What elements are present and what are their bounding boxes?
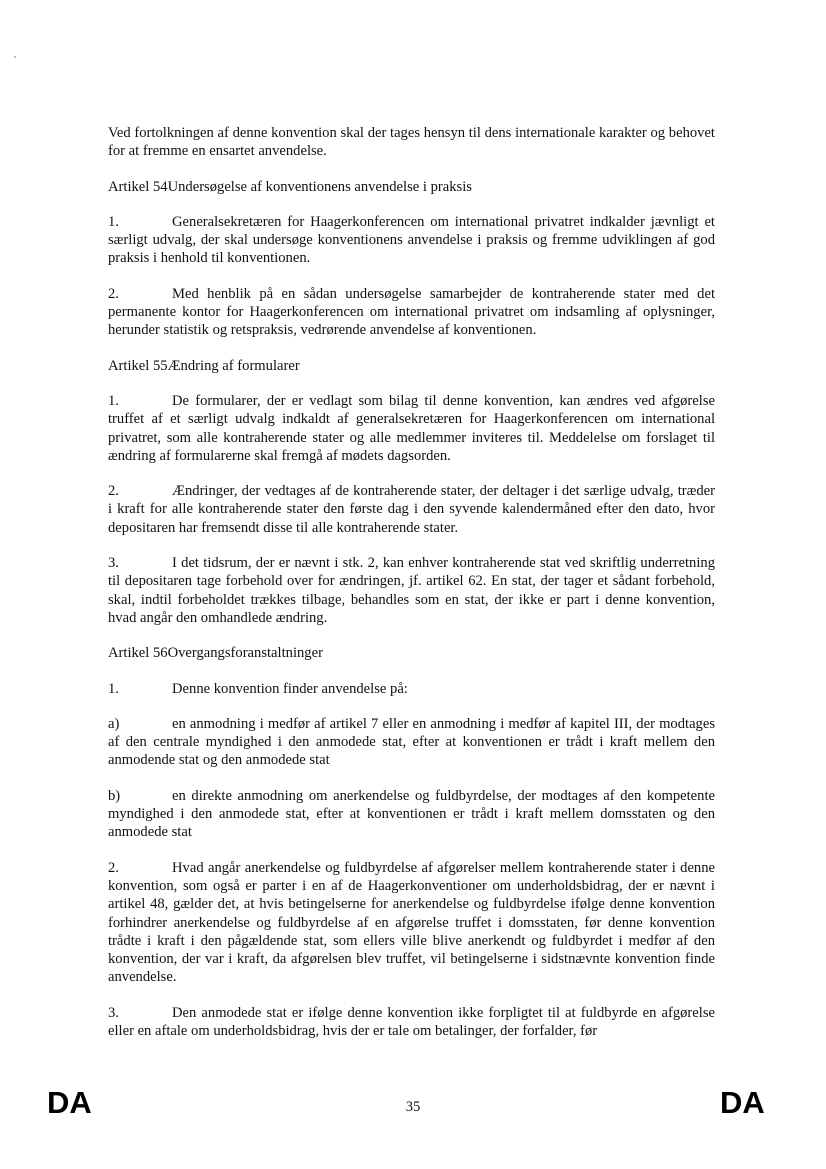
article-55-para-3 xyxy=(108,554,715,627)
paragraph-intro: Ved fortolkningen af denne konvention skal der tages hensyn til dens internationale karakter og behovet for at fremme en ensartet anvendelse. xyxy=(108,125,715,160)
paragraph-number: 2. xyxy=(108,483,119,500)
paragraph-text: De formularer, der er vedlagt som bilag til denne konvention, kan ændres ved afgørelse truffet af et særligt udvalg indkaldt af generalsekretæren for Haagerkonferencen om international privatret, som alle kontraherende stater og alle medlemmer inviteres til. Meddelelse om forslaget til ændring af formularerne skal fremgå af mødets dagsorden. xyxy=(108,392,715,464)
paragraph-number: 3. xyxy=(108,555,119,572)
article-56-item-a xyxy=(108,715,715,770)
article-55-heading: Artikel 55Ændring af formularer xyxy=(108,357,300,374)
paragraph-text: Den anmodede stat er ifølge denne konvention ikke forpligtet til at fuldbyrde en afgørelse eller en aftale om underholdsbidrag, hvis der er tale om betalinger, der forfalder, før xyxy=(108,1004,715,1039)
article-55-para-1 xyxy=(108,392,715,465)
paragraph-text: I det tidsrum, der er nævnt i stk. 2, kan enhver kontraherende stat ved skriftlig underretning til depositaren tage forbehold over for ændringen, jf. artikel 62. En stat, der tager et sådant forbehold, skal, indtil forbeholdet trækkes tilbage, behandles som en stat, der ikke er part i denne konvention, hvad angår den omhandlede ændring. xyxy=(108,555,715,626)
paragraph-number: b) xyxy=(108,787,121,804)
paragraph-text: Denne konvention finder anvendelse på: xyxy=(172,680,408,697)
article-54-heading: Artikel 54Undersøgelse af konventionens anvendelse i praksis xyxy=(108,178,472,195)
paragraph-number: 1. xyxy=(108,392,119,409)
paragraph-text: en direkte anmodning om anerkendelse og fuldbyrdelse, der modtages af den kompetente myndighed i den anmodede stat, efter at konventionen er trådt i kraft mellem domsstaten og den anmodede stat xyxy=(108,787,715,841)
article-56-para-2 xyxy=(108,859,715,987)
language-code-right: DA xyxy=(720,1085,765,1120)
paragraph-number: a) xyxy=(108,715,120,732)
document-body xyxy=(108,124,715,1040)
paragraph-number: 3. xyxy=(108,1004,119,1021)
scan-speck xyxy=(14,56,16,58)
paragraph-number: 1. xyxy=(108,680,119,697)
paragraph-text: Ændringer, der vedtages af de kontraherende stater, der deltager i det særlige udvalg, træder i kraft for alle kontraherende stater den første dag i den syvende kalendermåned efter den dato, hvor depositaren har fremsendt disse til alle kontraherende stater. xyxy=(108,483,715,536)
article-56-para-1 xyxy=(108,680,715,698)
paragraph-number: 2. xyxy=(108,285,119,302)
article-54-para-2 xyxy=(108,285,715,340)
paragraph-number: 1. xyxy=(108,213,119,230)
article-54-para-1 xyxy=(108,213,715,268)
article-55-para-2 xyxy=(108,482,715,537)
article-56-heading: Artikel 56Overgangsforanstaltninger xyxy=(108,645,323,662)
paragraph-text: Med henblik på en sådan undersøgelse samarbejder de kontraherende stater med det permanente kontor for Haagerkonferencen om international privatret om indsamling af oplysninger, herunder statistik og retspraksis, vedrørende anvendelse af konventionen. xyxy=(108,285,715,339)
paragraph-text: Hvad angår anerkendelse og fuldbyrdelse af afgørelser mellem kontraherende stater i denne konvention, som også er parter i en af de Haagerkonventioner om underholdsbidrag, der er nævnt i artikel 48, gælder det, at hvis betingelserne for anerkendelse og fuldbyrdelse ifølge denne konvention forhindrer anerkendelse og fuldbyrdelse af en afgørelse truffet i domsstaten, før denne konvention trådte i kraft i den pågældende stat, som ellers ville blive anerkendt og fuldbyrdet i medfør af den konvention, der var i kraft, da afgørelsen blev truffet, vil betingelserne i sidstnævnte konvention finde anvendelse. xyxy=(108,859,715,986)
language-code-left: DA xyxy=(47,1085,92,1120)
article-56-para-3 xyxy=(108,1004,715,1041)
paragraph-text: en anmodning i medfør af artikel 7 eller en anmodning i medfør af kapitel III, der modtages af den centrale myndighed i den anmodede stat, efter at konventionen er trådt i kraft mellem den anmodende stat og den anmodede stat xyxy=(108,715,715,769)
paragraph-text: Generalsekretæren for Haagerkonferencen om international privatret indkalder jævnligt et særligt udvalg, der skal undersøge konventionens anvendelse i praksis og fremme udviklingen af god praksis i henhold til konventionen. xyxy=(108,213,715,267)
page-number: 35 xyxy=(405,1099,421,1115)
paragraph-number: 2. xyxy=(108,859,119,876)
article-56-item-b xyxy=(108,787,715,842)
